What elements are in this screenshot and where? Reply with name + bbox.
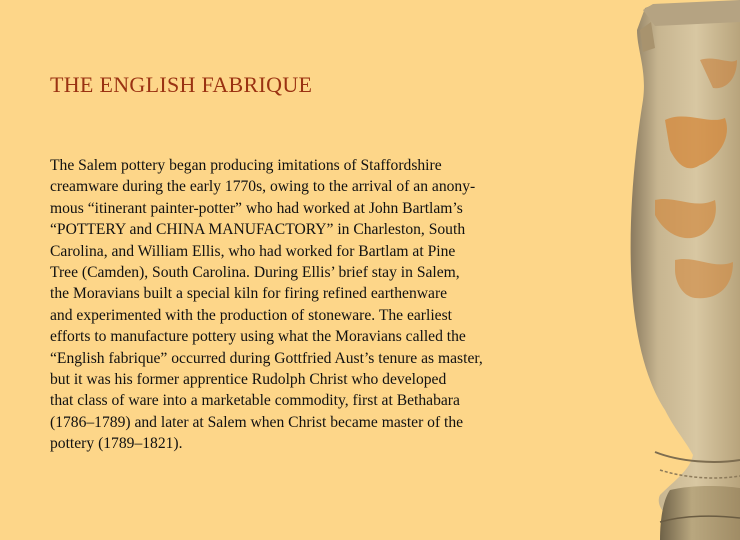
- body-line: creamware during the early 1770s, owing to the arrival of an anony-: [50, 178, 476, 196]
- body-line: (1786–1789) and later at Salem when Christ became master of the: [50, 413, 464, 431]
- body-line: the Moravians built a special kiln for firing refined earthenware: [50, 285, 448, 303]
- body-line: Tree (Camden), South Carolina. During Ellis’ brief stay in Salem,: [50, 264, 460, 282]
- body-paragraph: [50, 155, 530, 455]
- body-line: that class of ware into a marketable commodity, first at Bethabara: [50, 392, 460, 410]
- body-line: The Salem pottery began producing imitations of Staffordshire: [50, 157, 442, 174]
- body-line: “English fabrique” occurred during Gottfried Aust’s tenure as master,: [50, 349, 483, 367]
- pottery-vessel-image: [615, 0, 740, 540]
- body-line: pottery (1789–1821).: [50, 435, 183, 453]
- body-line: efforts to manufacture pottery using what the Moravians called the: [50, 328, 466, 346]
- page-title: THE ENGLISH FABRIQUE: [50, 72, 313, 97]
- body-line: Carolina, and William Ellis, who had worked for Bartlam at Pine: [50, 242, 456, 260]
- body-line: “POTTERY and CHINA MANUFACTORY” in Charleston, South: [50, 221, 466, 239]
- body-line: but it was his former apprentice Rudolph Christ who developed: [50, 371, 447, 389]
- body-line: mous “itinerant painter-potter” who had worked at John Bartlam’s: [50, 199, 463, 217]
- body-line: and experimented with the production of stoneware. The earliest: [50, 306, 452, 324]
